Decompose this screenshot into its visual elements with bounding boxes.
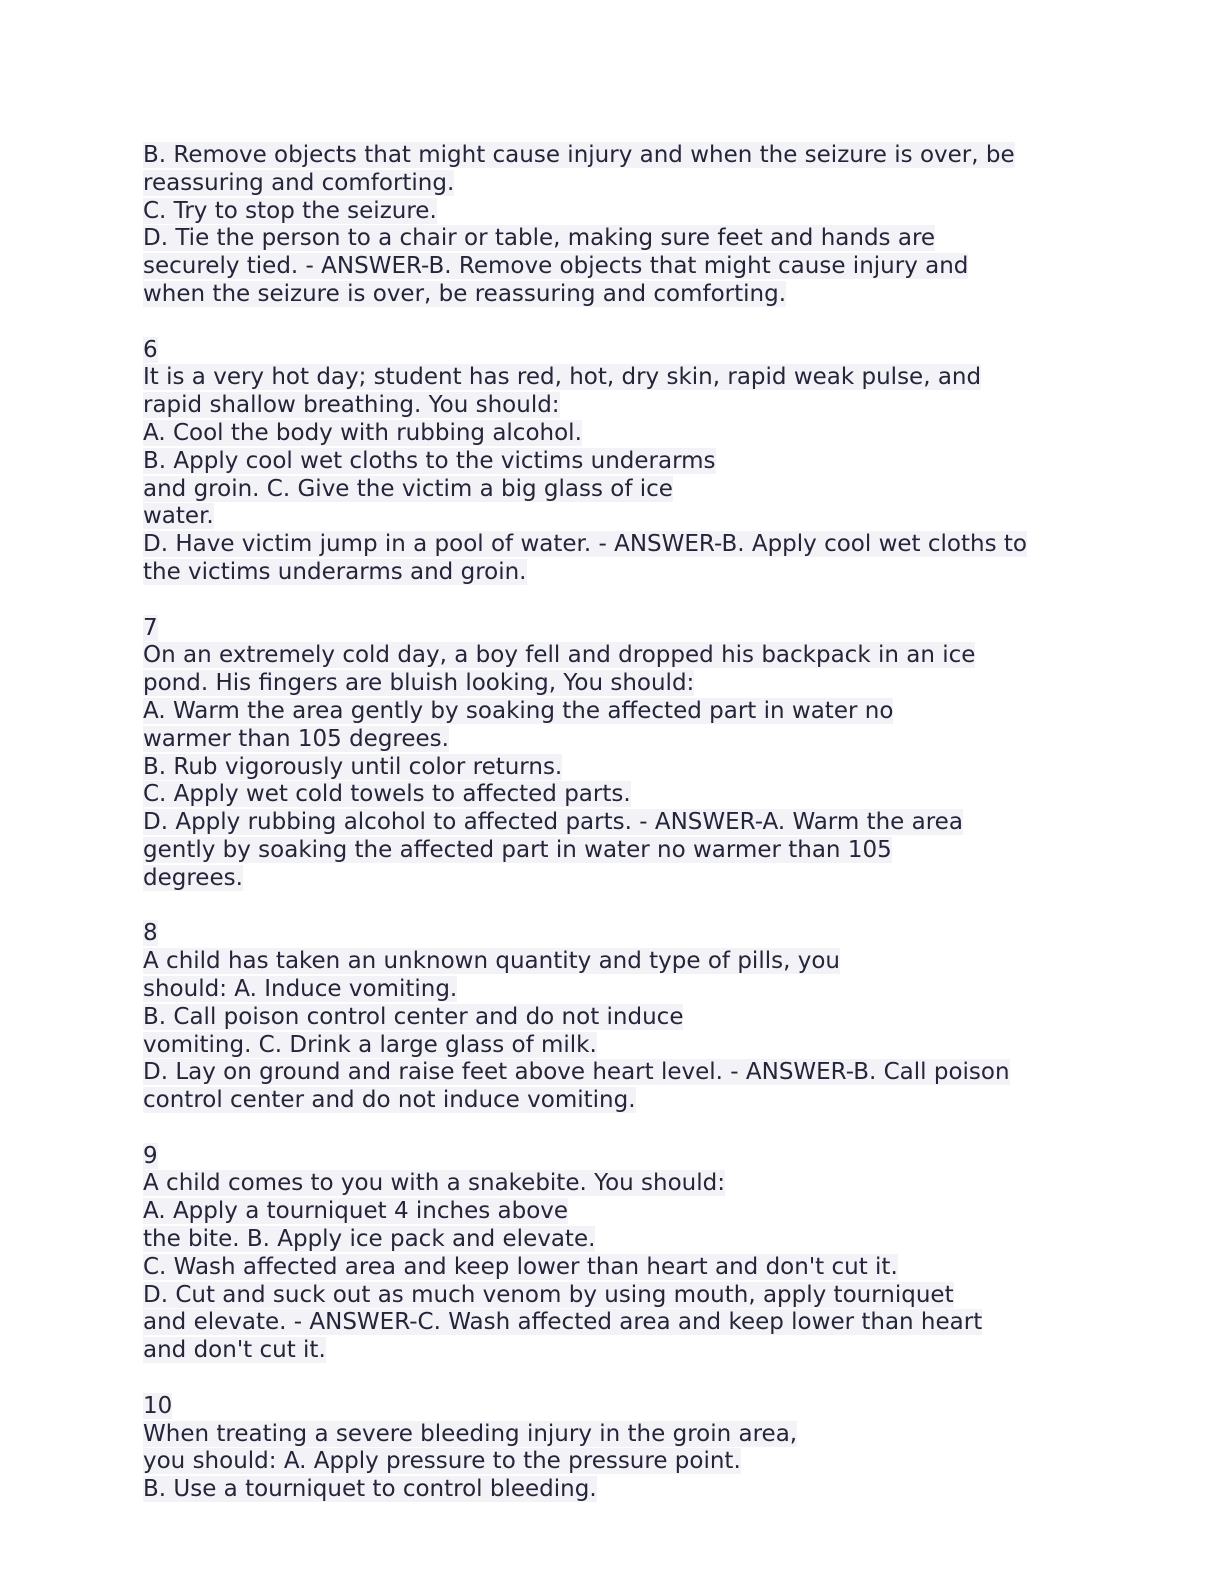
paragraph-gap [143,893,1143,921]
text-line: pond. His fingers are bluish looking, You should: [143,670,695,697]
paragraph-gap [143,587,1143,615]
text-line: B. Use a tourniquet to control bleeding. [143,1476,597,1503]
paragraph-gap [143,309,1143,337]
text-line: A child comes to you with a snakebite. You should: [143,1170,725,1197]
text-line: water. [143,503,214,530]
question-block-8 [143,920,1143,1115]
text-line: the bite. B. Apply ice pack and elevate. [143,1226,596,1253]
text-line: and don't cut it. [143,1337,326,1364]
question-block-9 [143,1143,1143,1365]
text-line: A. Warm the area gently by soaking the affected part in water no [143,697,894,724]
text-line: D. Cut and suck out as much venom by using mouth, apply tourniquet [143,1281,954,1308]
text-line: It is a very hot day; student has red, hot, dry skin, rapid weak pulse, and [143,364,982,391]
paragraph-gap [143,1115,1143,1143]
question-block-6 [143,337,1143,587]
question-block-10 [143,1393,1143,1504]
text-line: B. Call poison control center and do not induce [143,1003,684,1030]
question-number: 9 [143,1142,158,1169]
text-line: C. Apply wet cold towels to affected parts. [143,781,631,808]
question-number: 6 [143,336,158,363]
question-number: 10 [143,1392,173,1419]
text-line: and groin. C. Give the victim a big glass of ice [143,475,673,502]
text-line: vomiting. C. Drink a large glass of milk. [143,1031,597,1058]
text-line: control center and do not induce vomiting. [143,1087,636,1114]
question-block-5-continued [143,142,1143,309]
text-line: degrees. [143,864,243,891]
text-line: gently by soaking the affected part in water no warmer than 105 [143,836,892,863]
text-line: D. Tie the person to a chair or table, making sure feet and hands are [143,225,936,252]
text-line: B. Remove objects that might cause injury and when the seizure is over, be [143,142,1015,168]
question-number: 7 [143,614,158,641]
text-line: D. Lay on ground and raise feet above heart level. - ANSWER-B. Call poison [143,1059,1010,1086]
text-line: the victims underarms and groin. [143,558,527,585]
text-line: When treating a severe bleeding injury in the groin area, [143,1420,798,1447]
text-line: should: A. Induce vomiting. [143,975,458,1002]
text-line: B. Apply cool wet cloths to the victims underarms [143,447,716,474]
question-number: 8 [143,920,158,947]
text-line: reassuring and comforting. [143,169,455,196]
text-line: C. Try to stop the seizure. [143,197,437,224]
question-block-7 [143,615,1143,893]
text-line: D. Have victim jump in a pool of water. - ANSWER-B. Apply cool wet cloths to [143,531,1027,558]
document-page [143,142,1143,1504]
text-line: On an extremely cold day, a boy fell and dropped his backpack in an ice [143,642,976,669]
text-line: securely tied. - ANSWER-B. Remove objects that might cause injury and [143,253,969,280]
text-line: and elevate. - ANSWER-C. Wash affected area and keep lower than heart [143,1309,983,1336]
text-line: C. Wash affected area and keep lower than heart and don't cut it. [143,1253,898,1280]
text-line: you should: A. Apply pressure to the pressure point. [143,1448,741,1475]
text-line: D. Apply rubbing alcohol to affected parts. - ANSWER-A. Warm the area [143,809,963,836]
text-line: A. Apply a tourniquet 4 inches above [143,1198,569,1225]
text-line: A. Cool the body with rubbing alcohol. [143,419,582,446]
text-line: rapid shallow breathing. You should: [143,392,560,419]
text-line: warmer than 105 degrees. [143,725,449,752]
paragraph-gap [143,1365,1143,1393]
text-line: A child has taken an unknown quantity and type of pills, you [143,948,840,975]
text-line: B. Rub vigorously until color returns. [143,753,563,780]
text-line: when the seizure is over, be reassuring and comforting. [143,280,787,307]
